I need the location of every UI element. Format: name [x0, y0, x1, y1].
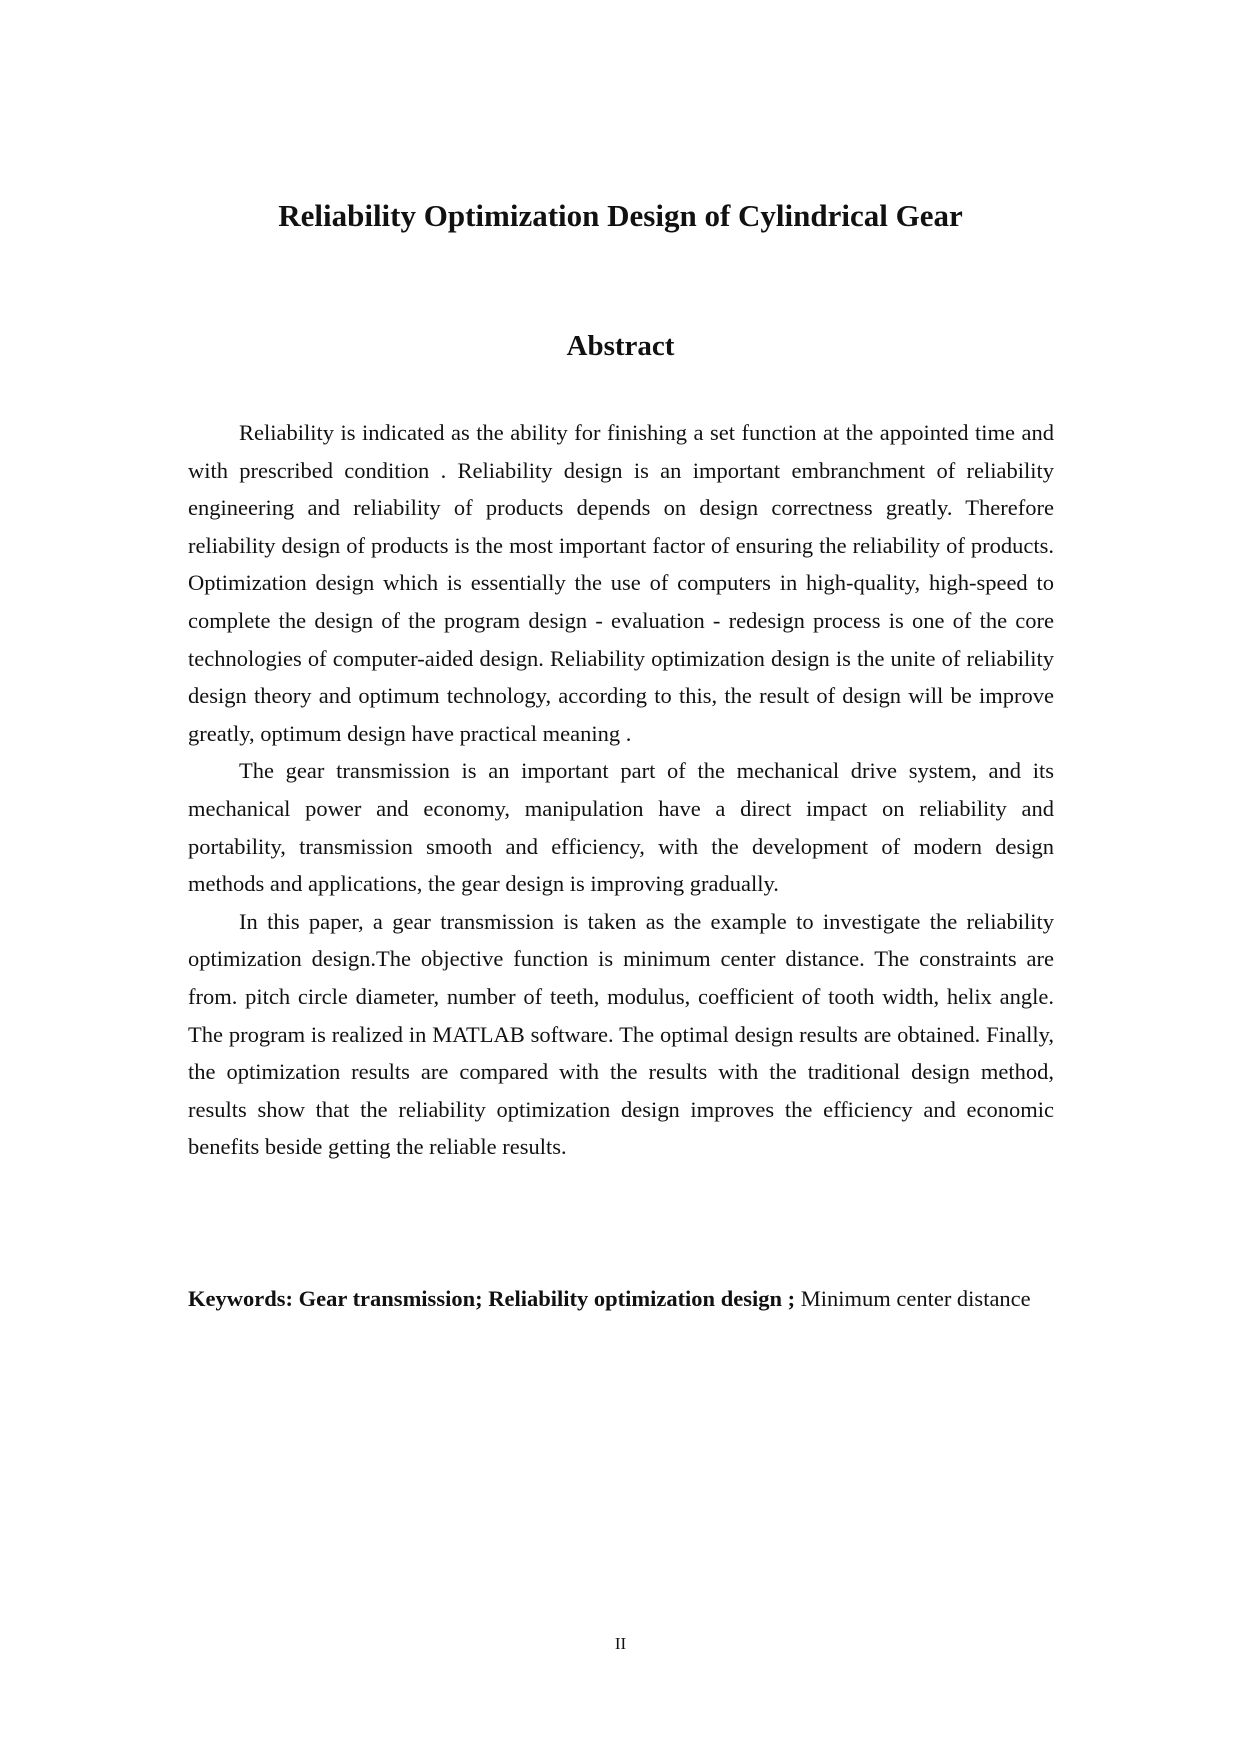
page-number: II — [614, 1634, 627, 1653]
abstract-body — [188, 414, 1054, 1166]
abstract-heading: Abstract — [566, 330, 675, 362]
abstract-paragraph-2: The gear transmission is an important part of the mechanical drive system, and its mechanical power and economy, manipulation have a direct impact on reliability and portability, transmission smooth and efficiency, with the development of modern design methods and applications, the gear design is improving gradually. — [188, 758, 1054, 897]
keywords-bold-terms: Gear transmission; Reliability optimization design ; — [298, 1286, 796, 1311]
abstract-paragraph-1: Reliability is indicated as the ability for finishing a set function at the appointed time and with prescribed condition . Reliability design is an important embranchment of reliability engineering and reliability of products depends on design correctness greatly. Therefore reliability design of products is the most important factor of ensuring the reliability of products. Optimization design which is essentially the use of computers in high-quality, high-speed to complete the design of the program design - evaluation - redesign process is one of the core technologies of computer-aided design. Reliability optimization design is the unite of reliability design theory and optimum technology, according to this, the result of design will be improve greatly, optimum design have practical meaning . — [188, 420, 1054, 746]
keywords-plain-terms: Minimum center distance — [800, 1286, 1031, 1311]
abstract-paragraph-3: In this paper, a gear transmission is taken as the example to investigate the reliability optimization design.The objective function is minimum center distance. The constraints are from. pitch circle diameter, number of teeth, modulus, coefficient of tooth width, helix angle. The program is realized in MATLAB software. The optimal design results are obtained. Finally, the optimization results are compared with the results with the traditional design method, results show that the reliability optimization design improves the efficiency and economic benefits beside getting the reliable results. — [188, 908, 1054, 1160]
document-title: Reliability Optimization Design of Cylindrical Gear — [278, 198, 963, 233]
keywords-line — [188, 1280, 1054, 1318]
keywords-label: Keywords: — [188, 1286, 293, 1311]
